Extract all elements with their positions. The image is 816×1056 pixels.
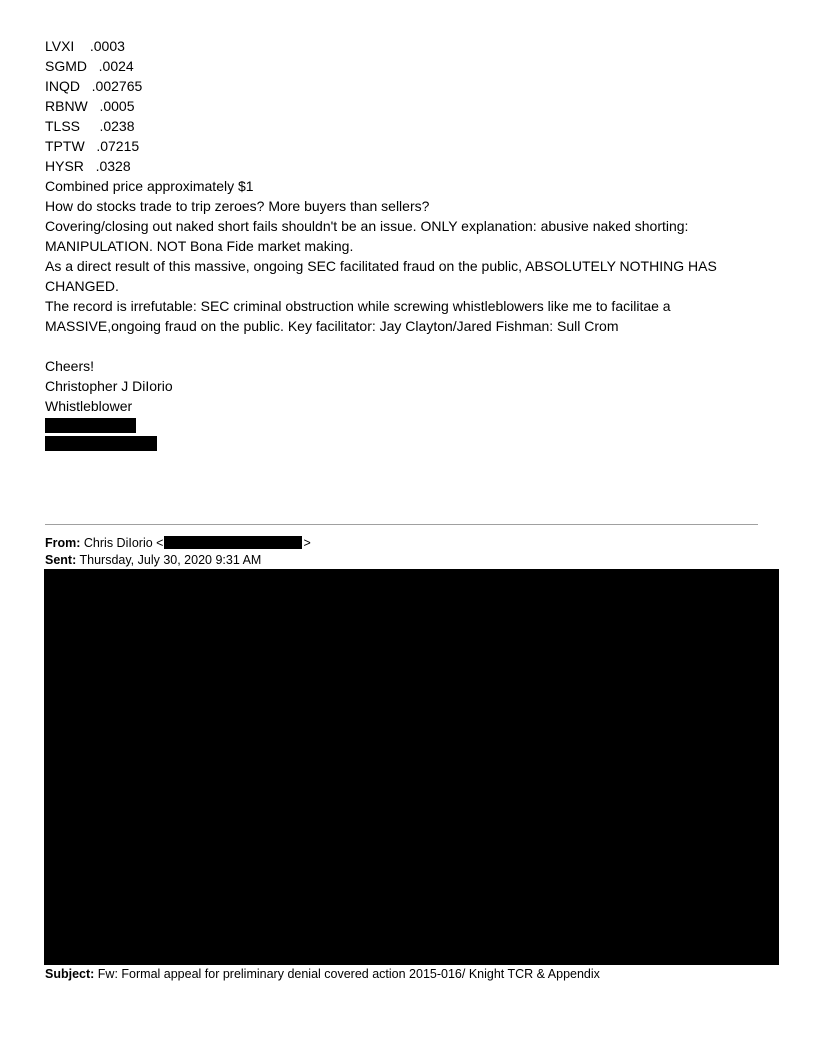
from-name: Chris DiIorio < [83, 536, 164, 550]
ticker-line: LVXI .0003 [45, 38, 125, 54]
paragraph-record: The record is irrefutable: SEC criminal obstruction while screwing whistleblowers like me to facilitae a MASSIVE,ongoing fraud on the public. Key facilitator: Jay Clayton/Jared Fishman: Sull Crom [45, 298, 671, 334]
separator-line [45, 524, 758, 525]
question-line: How do stocks trade to trip zeroes? More buyers than sellers? [45, 198, 430, 214]
paragraph-nothing-changed: As a direct result of this massive, ongoing SEC facilitated fraud on the public, ABSOLUTELY NOTHING HAS CHANGED. [45, 258, 717, 294]
signature-role: Whistleblower [45, 398, 133, 414]
ticker-line: TPTW .07215 [45, 138, 140, 154]
blank-line [45, 336, 765, 356]
ticker-line: RBNW .0005 [45, 98, 135, 114]
sent-value: Thursday, July 30, 2020 9:31 AM [79, 553, 262, 567]
subject-label: Subject: [45, 967, 95, 981]
ticker-line: SGMD .0024 [45, 58, 134, 74]
signature-name: Christopher J DiIorio [45, 378, 173, 394]
subject-header [45, 966, 600, 982]
redaction-bar [45, 418, 136, 433]
ticker-line: HYSR .0328 [45, 158, 131, 174]
ticker-line: INQD .002765 [45, 78, 143, 94]
redaction-block [44, 569, 779, 965]
ticker-line: TLSS .0238 [45, 118, 135, 134]
from-header [45, 535, 311, 551]
closing: Cheers! [45, 358, 95, 374]
redacted-email [164, 536, 302, 549]
from-label: From: [45, 536, 81, 550]
sent-header [45, 552, 261, 568]
sent-label: Sent: [45, 553, 77, 567]
combined-price: Combined price approximately $1 [45, 178, 254, 194]
from-close: > [303, 536, 311, 550]
subject-value: Fw: Formal appeal for preliminary denial covered action 2015-016/ Knight TCR & Appendix [97, 967, 600, 981]
redaction-bar [45, 436, 157, 451]
email-body [45, 36, 765, 454]
paragraph-manipulation: Covering/closing out naked short fails shouldn't be an issue. ONLY explanation: abusive naked shorting: MANIPULATION. NOT Bona Fide market making. [45, 218, 689, 254]
